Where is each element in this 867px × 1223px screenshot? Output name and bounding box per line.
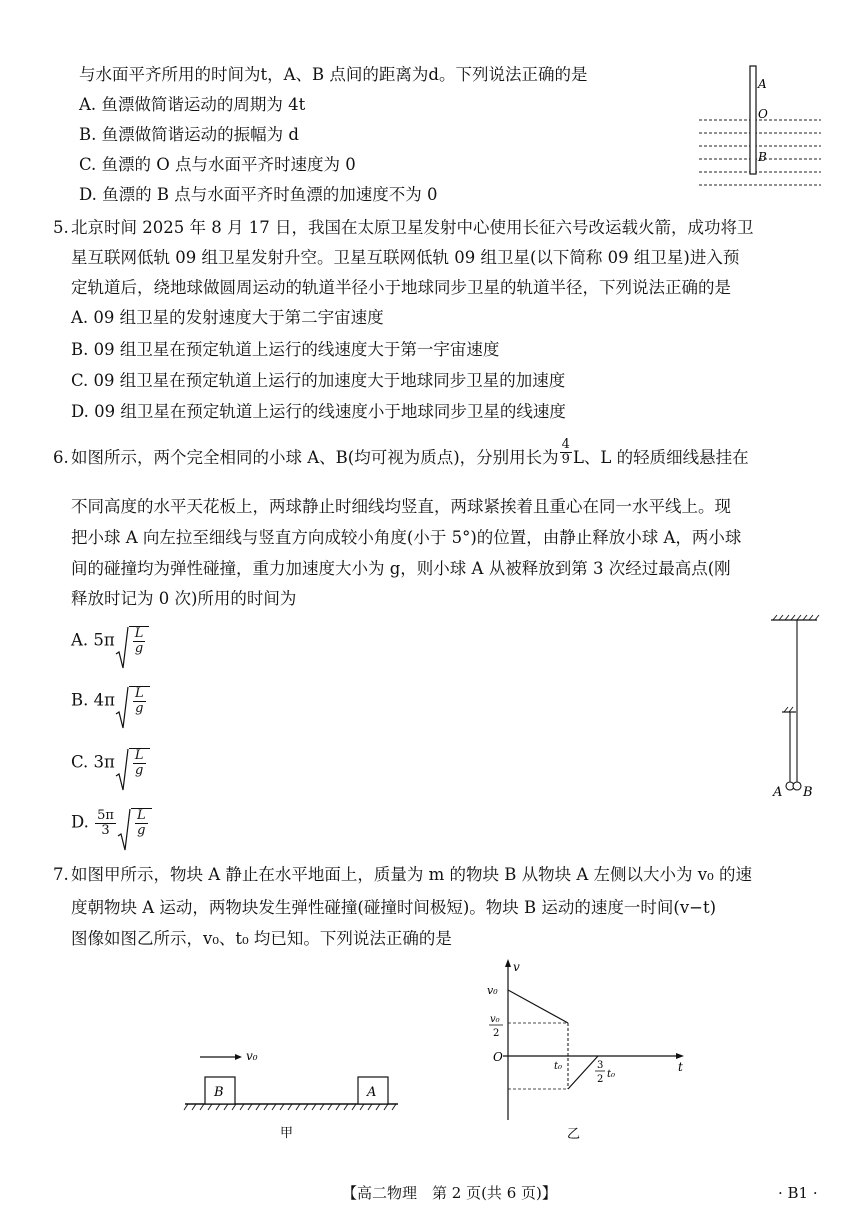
sqrt-sign: $\frac{L}{g}$: [117, 808, 152, 838]
q6-option-b: B. 4π $\frac{L}{g}$: [71, 686, 150, 732]
q4-option-d: D. 鱼漂的 B 点与水面平齐时鱼漂的加速度不为 0: [79, 185, 438, 204]
q6-stem-line-1-post: L、L 的轻质细线悬挂在: [572, 448, 749, 467]
page-footer: 【高二物理 第 2 页(共 6 页)】: [342, 1184, 557, 1202]
q6-option-c: C. 3π $\frac{L}{g}$: [71, 748, 150, 794]
q6-stem-line-3: 把小球 A 向左拉至细线与竖直方向成较小角度(小于 5°)的位置，由静止释放小球 A，两小球: [71, 528, 742, 547]
q6-number: 6.: [53, 448, 69, 467]
q6-stem-line-1: [71, 437, 749, 469]
origin-label: O: [493, 1050, 503, 1064]
t32-num: 3: [597, 1060, 604, 1071]
vt-segment-1: [508, 990, 568, 1023]
q6-stem-line-4: 间的碰撞均为弹性碰撞，重力加速度大小为 g，则小球 A 从被释放到第 3 次经过最高点(刚: [71, 559, 731, 578]
q6-stem-line-1-pre: 如图所示，两个完全相同的小球 A、B(均可视为质点)，分别用长为: [71, 448, 559, 467]
v-axis-label: v: [513, 960, 520, 974]
q6-length-fraction: [560, 438, 572, 467]
t32-unit: t₀: [607, 1069, 616, 1080]
q4-option-b: B. 鱼漂做简谐运动的振幅为 d: [79, 125, 299, 144]
q5-option-b: B. 09 组卫星在预定轨道上运行的线速度大于第一宇宙速度: [71, 340, 500, 359]
q5-stem-line-2: 星互联网低轨 09 组卫星发射升空。卫星互联网低轨 09 组卫星(以下简称 09 组卫星)进入预: [71, 248, 740, 267]
q6-frac-den: 9: [561, 452, 570, 467]
block-b-label: B: [214, 1085, 224, 1100]
ball-b-label: B: [803, 785, 813, 800]
q5-stem-line-3: 定轨道后，绕地球做圆周运动的轨道半径小于地球同步卫星的轨道半径，下列说法正确的是: [71, 278, 731, 297]
t-axis-label: t: [678, 1060, 683, 1074]
fishing-float-figure: [695, 62, 825, 204]
ball-b: [793, 782, 801, 790]
q5-stem-line-1: 北京时间 2025 年 8 月 17 日，我国在太原卫星发射中心使用长征六号改运载火箭，成功将卫: [71, 218, 754, 237]
figure-jia: [180, 1040, 405, 1140]
q4-stem-line: 与水面平齐所用的时间为t，A、B 点间的距离为d。下列说法正确的是: [79, 65, 588, 84]
t32-den: 2: [597, 1074, 604, 1085]
v0-tick-label: v₀: [487, 984, 498, 997]
q7-stem-line-2: 度朝物块 A 运动，两物块发生弹性碰撞(碰撞时间极短)。物块 B 运动的速度一时间(v−t): [71, 898, 717, 917]
q6-stem-line-2: 不同高度的水平天花板上，两球静止时细线均竖直，两球紧挨着且重心在同一水平线上。现: [71, 497, 731, 516]
q5-option-c: C. 09 组卫星在预定轨道上运行的加速度大于地球同步卫星的加速度: [71, 371, 566, 390]
block-a-label: A: [367, 1085, 377, 1100]
half-v0-den: 2: [493, 1028, 500, 1039]
sqrt-sign: $\frac{L}{g}$: [115, 626, 150, 656]
vt-segment-2: [568, 1056, 598, 1089]
page-marker: · B1 ·: [778, 1184, 818, 1202]
q6-option-a: A. 5π $\frac{L}{g}$: [71, 626, 149, 672]
figure-jia-caption: 甲: [280, 1126, 294, 1140]
pendulum-figure: [765, 612, 825, 804]
t0-tick-label: t₀: [554, 1061, 563, 1072]
sqrt-sign: $\frac{L}{g}$: [115, 686, 150, 716]
figure-yi-vt-graph: [475, 955, 705, 1145]
figure-yi-caption: 乙: [567, 1127, 581, 1142]
q4-option-c: C. 鱼漂的 O 点与水面平齐时速度为 0: [79, 155, 356, 174]
q6-stem-line-5: 释放时记为 0 次)所用的时间为: [71, 589, 297, 608]
q7-stem-line-3: 图像如图乙所示，v₀、t₀ 均已知。下列说法正确的是: [71, 929, 452, 948]
float-label-a: A: [758, 77, 767, 91]
q5-number: 5.: [53, 218, 69, 237]
half-v0-num: v₀: [490, 1014, 500, 1025]
float-label-b: B: [758, 150, 767, 164]
q4-option-a: A. 鱼漂做简谐运动的周期为 4t: [79, 95, 306, 114]
q6-option-d: D. $\frac{5\pi}{3}$ $\frac{L}{g}$: [71, 808, 152, 854]
float-label-o: O: [758, 107, 768, 121]
q7-stem-line-1: 如图甲所示，物块 A 静止在水平地面上，质量为 m 的物块 B 从物块 A 左侧以大小为 v₀ 的速: [71, 865, 752, 884]
sqrt-sign: $\frac{L}{g}$: [115, 748, 150, 778]
vt-plot-group: [508, 990, 598, 1089]
q5-option-d: D. 09 组卫星在预定轨道上运行的线速度小于地球同步卫星的线速度: [71, 402, 566, 421]
q7-number: 7.: [53, 865, 69, 884]
q6-frac-num: 4: [561, 437, 570, 452]
ball-a-label: A: [773, 785, 783, 800]
q5-option-a: A. 09 组卫星的发射速度大于第二宇宙速度: [71, 308, 384, 327]
velocity-label: v₀: [246, 1049, 258, 1063]
